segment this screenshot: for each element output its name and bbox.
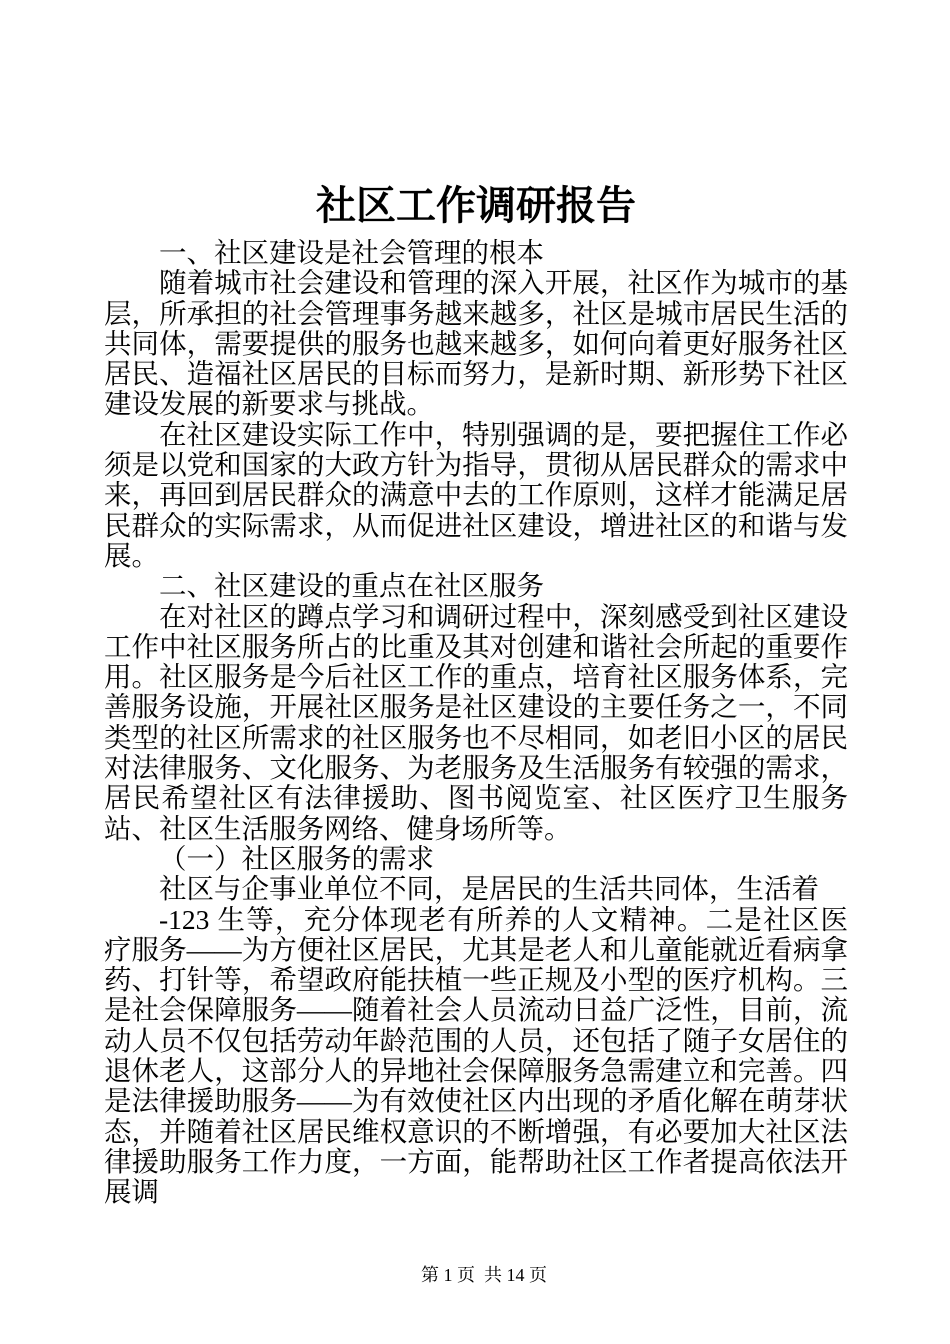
- page-number-text: 第 1 页 共 14 页: [421, 1265, 547, 1285]
- paragraph: 社区与企事业单位不同，是居民的生活共同体，生活着: [159, 873, 819, 905]
- section-2-heading: 二、社区建设的重点在社区服务: [159, 570, 544, 602]
- document-title: 社区工作调研报告: [316, 183, 636, 228]
- page-footer: [0, 1242, 950, 1308]
- paragraph: 在对社区的蹲点学习和调研过程中，深刻感受到社区建设工作中社区服务所占的比重及其对创建和谐社会所起的重要作用。社区服务是今后社区工作的重点，培育社区服务体系，完善服务设施，开展社区服务是社区建设的主要任务之一，不同类型的社区所需求的社区服务也不尽相同，如老旧小区的居民对法律服务、文化服务、为老服务及生活服务有较强的需求，居民希望社区有法律援助、图书阅览室、社区医疗卫生服务站、社区生活服务网络、健身场所等。: [104, 600, 848, 844]
- paragraph: -123 生等，充分体现老有所养的人文精神。二是社区医疗服务——为方便社区居民，尤其是老人和儿童能就近看病拿药、打针等，希望政府能扶植一些正规及小型的医疗机构。三是社会保障服务——随着社会人员流动日益广泛性，目前，流动人员不仅包括劳动年龄范围的人员，还包括了随子女居住的退休老人，这部分人的异地社会保障服务急需建立和完善。四是法律援助服务——为有效使社区内出现的矛盾化解在萌芽状态，并随着社区居民维权意识的不断增强，有必要加大社区法律援助服务工作力度，一方面，能帮助社区工作者提高依法开展调: [104, 903, 848, 1208]
- subsection-1-heading: （一）社区服务的需求: [159, 842, 434, 874]
- paragraph: 在社区建设实际工作中，特别强调的是，要把握住工作必须是以党和国家的大政方针为指导，贯彻从居民群众的需求中来，再回到居民群众的满意中去的工作原则，这样才能满足居民群众的实际需求，从而促进社区建设，增进社区的和谐与发展。: [104, 418, 848, 571]
- paragraph: 随着城市社会建设和管理的深入开展，社区作为城市的基层，所承担的社会管理事务越来越多，社区是城市居民生活的共同体，需要提供的服务也越来越多，如何向着更好服务社区居民、造福社区居民的目标而努力，是新时期、新形势下社区建设发展的新要求与挑战。: [104, 267, 848, 420]
- section-1-heading: 一、社区建设是社会管理的根本: [159, 237, 544, 268]
- document-content: [104, 180, 848, 1208]
